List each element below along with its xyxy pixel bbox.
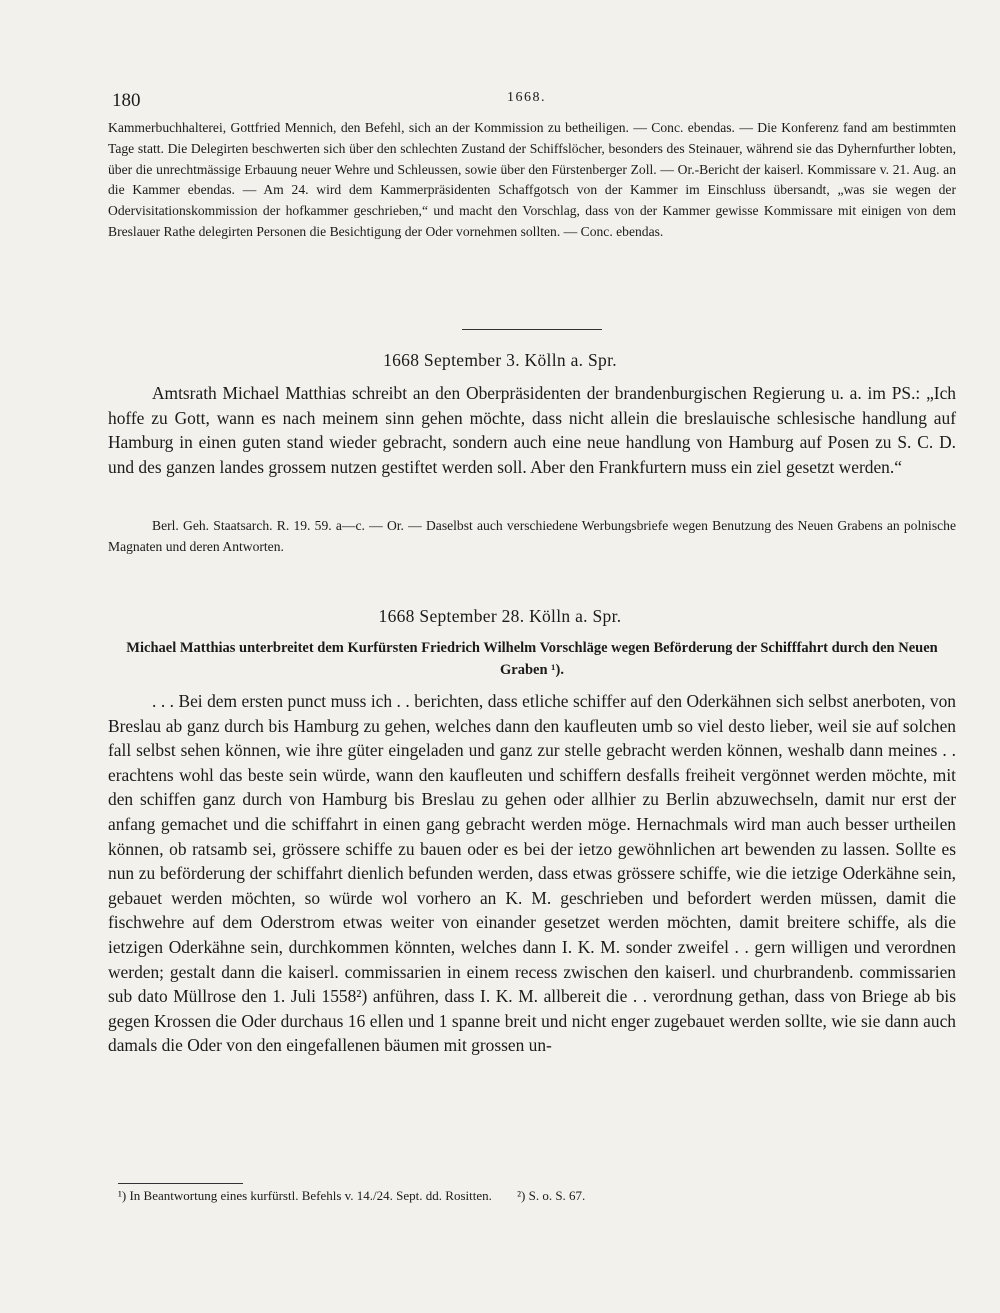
- footnotes: [118, 1187, 938, 1205]
- entry2-summary: Michael Matthias unterbreitet dem Kurfürsten Friedrich Wilhelm Vorschläge wegen Beförderung der Schifffahrt durch den Neuen Graben ¹).: [126, 640, 938, 678]
- entry2-text: . . . Bei dem ersten punct muss ich . . berichten, dass etliche schiffer auf den Oderkähnen sich selbst anerboten, von Breslau ab ganz durch bis Hamburg zu gehen, welches dann den kaufleuten umb so viel desto lieber, weil sie auf solchen fall selbst sehen können, wie ihre güter eingeladen und ganz zur stelle gebracht werden können, weshalb dann meines . . erachtens wohl das beste sein würde, wann den kaufleuten und schiffern desfalls freiheit vergönnet werden möchte, mit den schiffen ganz durch von Hamburg bis Breslau zu gehen oder allhier zu Berlin abzuwechseln, damit nur erst der anfang gemachet und die schiffahrt in einen gang gebracht werden möge. Hernachmals wird man auch besser urtheilen können, ob ratsamb sei, grössere schiffe zu bauen oder es bei der ietzo gewöhnlichen art bewenden zu lassen. Sollte es nun zu beförderung der schiffahrt dienlich befunden werden, dass etwas grössere schiffe, wie die ietzige Oderkähne sein, gebauet werden möchten, so würde wol vorhero an K. M. geschrieben und befordert werden müssen, damit die fischwehre auf dem Oderstrom etwas weiter von einander gesetzet werden möchten, damit breitere schiffe, als die ietzigen Oderkähne sein, durchkommen könnten, welches dann I. K. M. sonder zweifel . . gern willigen und verordnen werden; gestalt dann die kaiserl. commissarien in einem recess zwischen den kaiserl. und churbrandenb. commissarien sub dato Müllrose den 1. Juli 1558²) anführen, dass I. K. M. allbereit die . . verordnung gethan, dass von Briege ab bis gegen Krossen die Oder durchaus 16 ellen und 1 spanne breit und nicht enger zugebauet werden sollte, wie sie dann auch damals die Oder von den eingefallenen bäumen mit grossen un-: [108, 691, 956, 1056]
- entry1-citation: Berl. Geh. Staatsarch. R. 19. 59. a—c. — Or. — Daselbst auch verschiedene Werbungsbriefe wegen Benutzung des Neuen Grabens an polnische Magnaten und deren Antworten.: [108, 518, 956, 554]
- intro-paragraph: Kammerbuchhalterei, Gottfried Mennich, den Befehl, sich an der Kommission zu betheiligen. — Conc. ebendas. — Die Konferenz fand am bestimmten Tage statt. Die Delegirten beschwerten sich über den schlechten Zustand der Schiffslöcher, besonders des Steinauer, während sie das Dyhernfurther lobten, über die unrechtmässige Erbauung neuer Wehre und Schleussen, sowie über den Fürstenberger Zoll. — Or.-Bericht der kaiserl. Kommissare v. 21. Aug. an die Kammer ebendas. — Am 24. wird dem Kammerpräsidenten Schaffgotsch von der Kammer im Einschluss übersandt, „was sie wegen der Odervisitationskommission der hofkammer geschrieben,“ und macht den Vorschlag, dass von der Kammer gewisse Kommissare mit einigen von dem Breslauer Rathe delegirten Personen die Besichtigung der Oder vornehmen sollten. — Conc. ebendas.: [108, 120, 956, 239]
- entry2-summary-block: [108, 637, 956, 681]
- entry1-citation-block: [108, 515, 956, 557]
- entry1-text: Amtsrath Michael Matthias schreibt an den Oberpräsidenten der brandenburgischen Regierung u. a. im PS.: „Ich hoffe zu Gott, wann es nach meinem sinn gehen möchte, dass nicht allein die breslauische schlesische handlung auf Hamburg in einen guten stand wieder gebracht, sondern auch eine neue handlung von Hamburg auf Posen zu S. C. D. und des ganzen landes grossem nutzen gestiftet werden soll. Aber den Frankfurtern muss ein ziel gesetzt werden.“: [108, 383, 956, 477]
- page-number: 180: [112, 90, 141, 111]
- entry1-body: [108, 381, 956, 479]
- section-divider: [462, 329, 602, 330]
- page-header: [112, 90, 952, 114]
- entry2-body: [108, 689, 956, 1058]
- entry2-heading: 1668 September 28. Kölln a. Spr.: [378, 606, 622, 626]
- running-head: 1668.: [507, 90, 546, 105]
- footnote-2: ²) S. o. S. 67.: [517, 1188, 586, 1203]
- intro-paragraph-block: [108, 118, 956, 243]
- footnote-1: ¹) In Beantwortung eines kurfürstl. Befehls v. 14./24. Sept. dd. Rositten.: [118, 1188, 492, 1203]
- entry1-heading: 1668 September 3. Kölln a. Spr.: [383, 350, 617, 370]
- footnote-divider: [118, 1183, 243, 1184]
